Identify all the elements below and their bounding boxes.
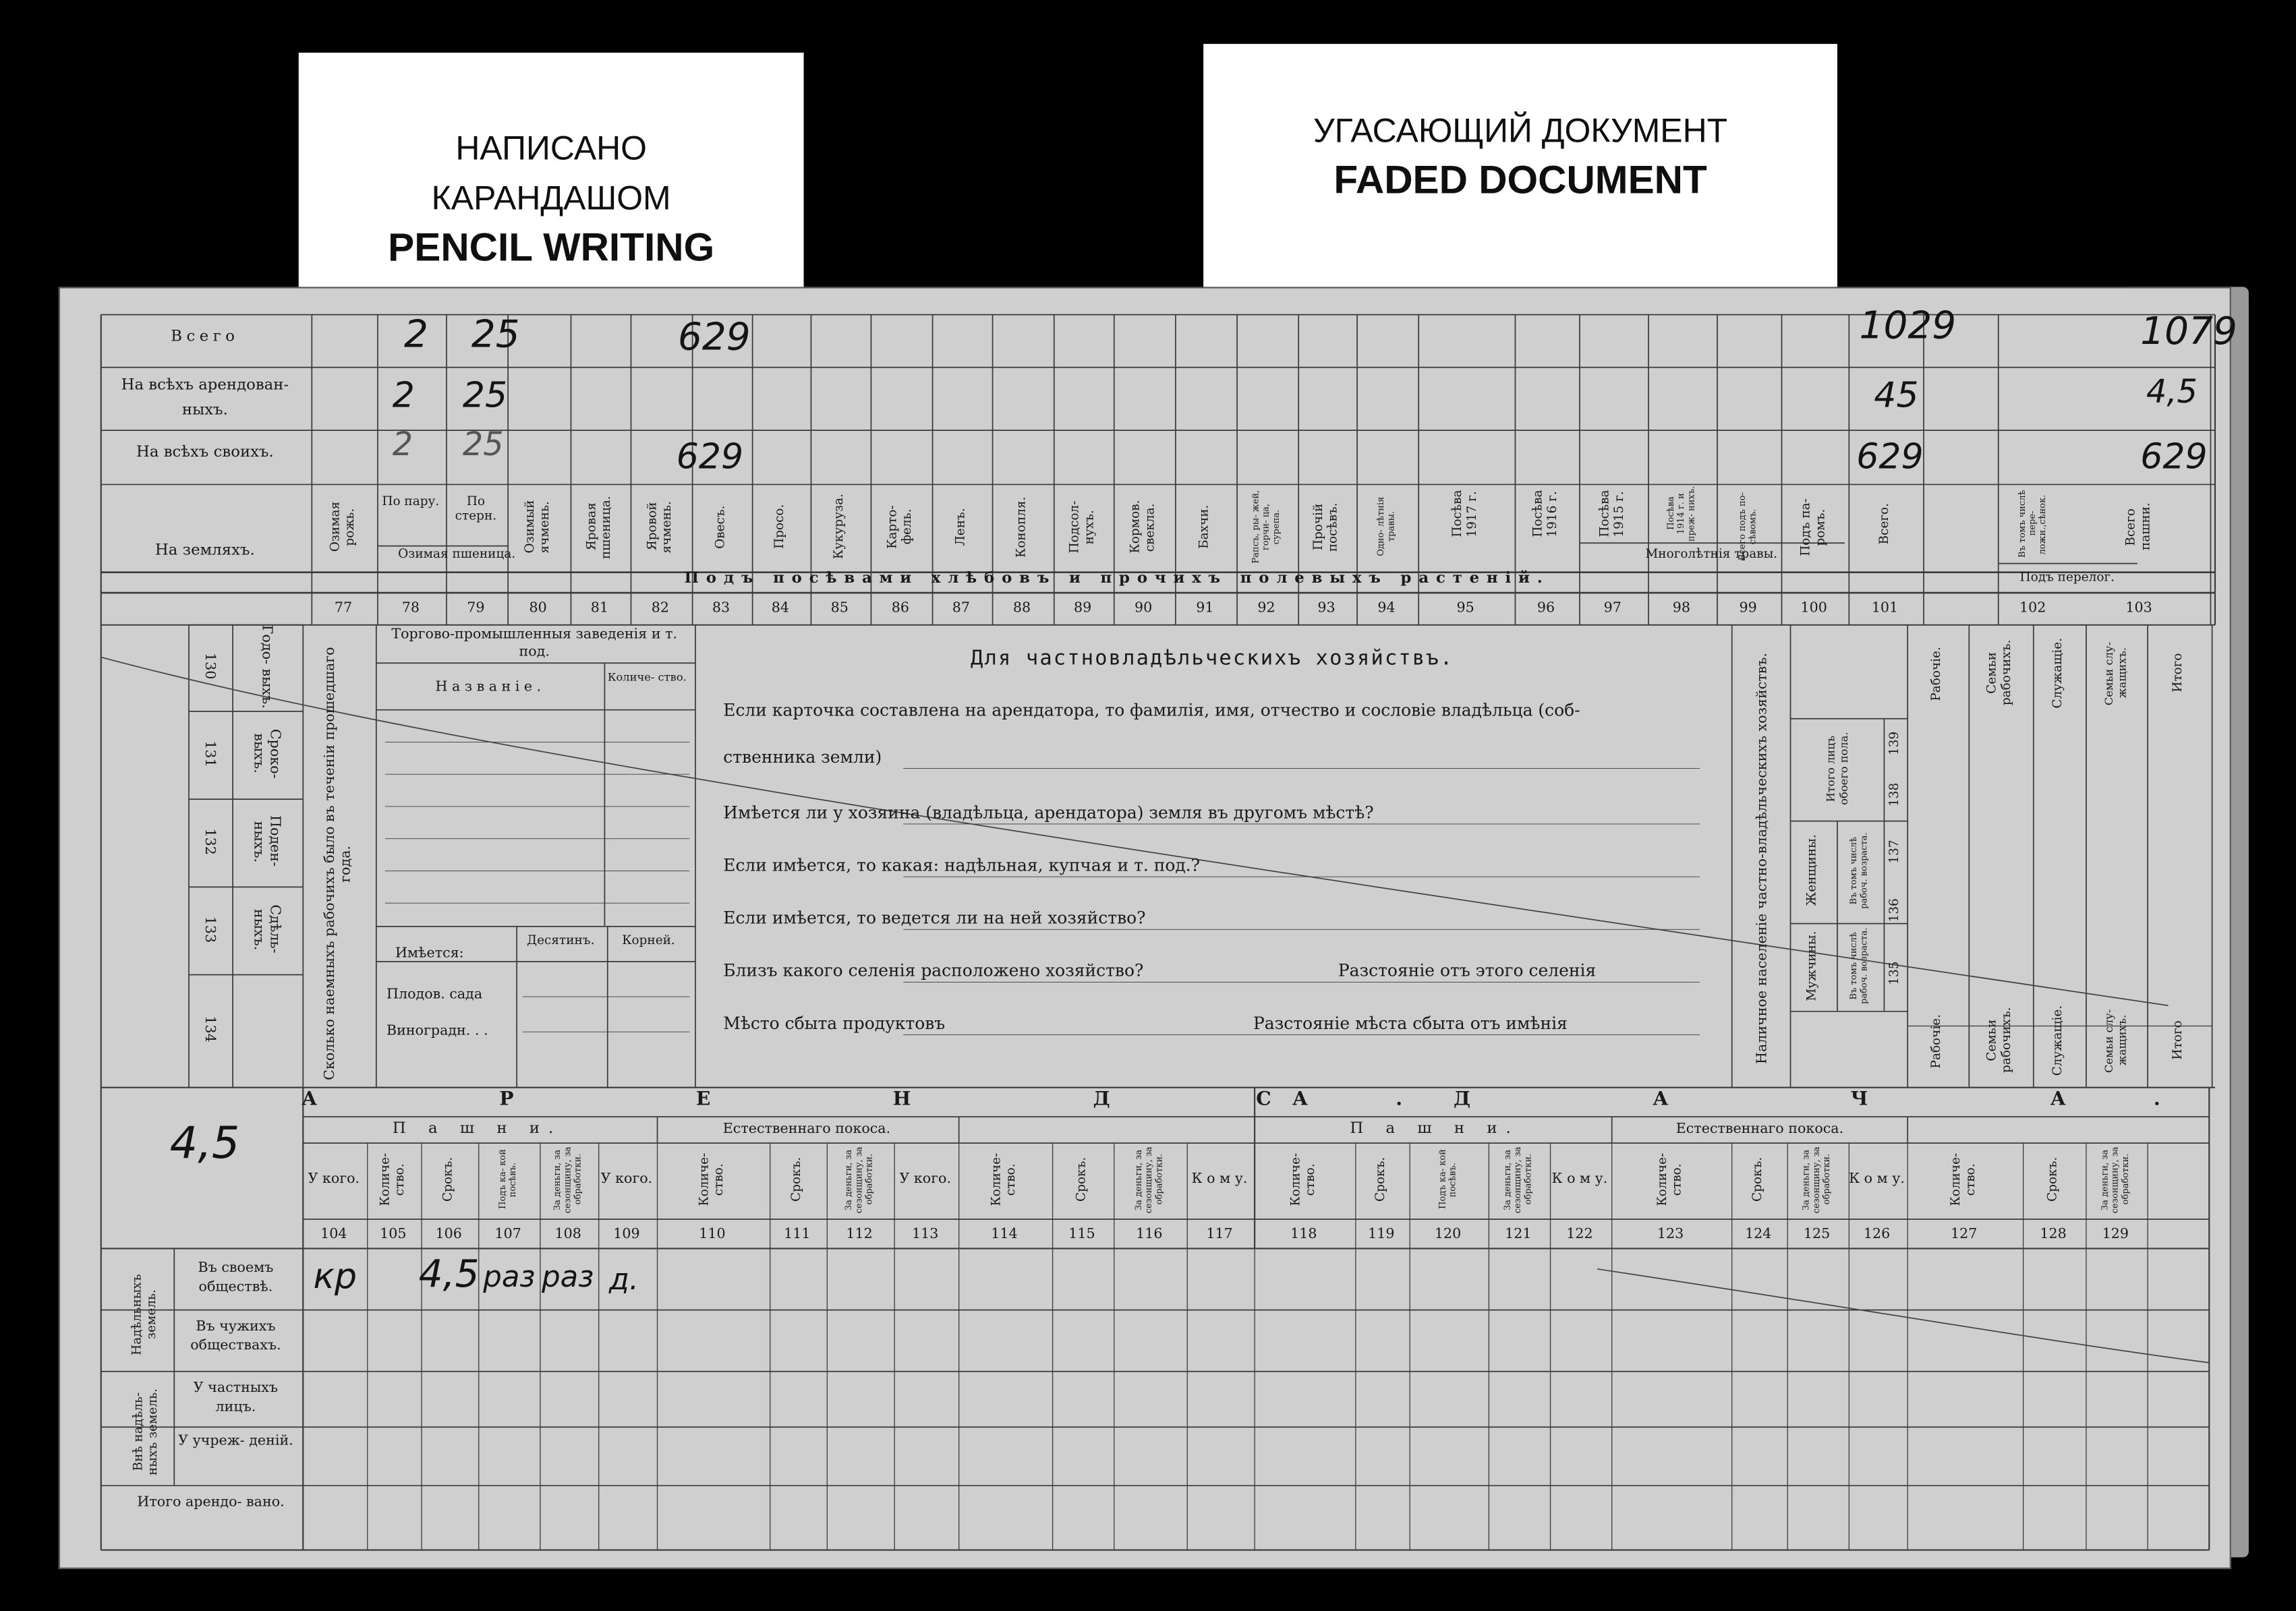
lease-col-header: Количе- ство.: [378, 1153, 408, 1206]
sdacha-pokos: Естественнаго покоса.: [1675, 1121, 1844, 1138]
lease-column-number: 115: [1068, 1226, 1095, 1243]
crop-header: Кукуруза.: [832, 494, 847, 560]
lease-column-number: 106: [435, 1226, 462, 1243]
lease-column-number: 119: [1368, 1226, 1395, 1243]
right-col-header-top: Итого: [2171, 653, 2186, 693]
crop-column-number: 100: [1800, 599, 1827, 616]
lease-col-header: Количе- ство.: [1655, 1153, 1686, 1206]
group-ozim: Озимая пшеница.: [398, 547, 516, 562]
lease-column-number: 127: [1951, 1226, 1978, 1243]
crop-header: Посѣва 1916 г.: [1531, 490, 1561, 537]
hw-svoi-99: 629: [1856, 436, 1924, 477]
hw-row1-106: раз: [483, 1258, 536, 1294]
hired-row-number: 132: [201, 828, 218, 855]
group-mnog: Многолѣтнія травы.: [1645, 547, 1778, 562]
hw-arend-103: 4,5: [2146, 374, 2198, 411]
crop-column-number: 98: [1672, 599, 1690, 616]
lease-column-number: 122: [1566, 1226, 1593, 1243]
row-label-vsego: Всего: [171, 328, 239, 346]
hw-lease-corner: 4,5: [169, 1118, 240, 1170]
pop-number: 137: [1887, 840, 1903, 864]
question-2: Имѣется ли у хозяина (владѣльца, арендатора) земля въ другомъ мѣстѣ?: [723, 802, 1374, 823]
lease-col-header: Срокъ.: [1750, 1157, 1766, 1202]
question-6b: Разстояніе мѣста сбыта отъ имѣнія: [1253, 1012, 1568, 1034]
pop-men-working: Въ томъ числѣ рабоч. возраста.: [1849, 927, 1870, 1005]
crop-header: Подсол- нухъ.: [1068, 500, 1097, 554]
hired-row-number: 134: [201, 1016, 218, 1043]
crop-header: Посѣва 1917 г.: [1450, 490, 1481, 537]
gardens-desyatin: Десятинъ.: [527, 933, 595, 949]
right-col-header-bottom: Итого: [2171, 1021, 2186, 1061]
lease-col-header: К о м у.: [1191, 1171, 1248, 1188]
pop-number: 139: [1887, 732, 1903, 756]
crop-header: Карто- фель.: [886, 505, 915, 549]
right-col-header-bottom: Рабочіе.: [1929, 1013, 1945, 1068]
crop-column-number: 84: [771, 599, 790, 616]
label-line: КАРАНДАШОМ: [431, 178, 671, 217]
lease-col-header: У кого.: [899, 1171, 952, 1188]
lease-col-header: К о м у.: [1849, 1171, 1905, 1188]
lease-col-header: Срокъ.: [1074, 1157, 1089, 1202]
crop-column-number: 99: [1739, 599, 1757, 616]
right-col-header-top: Рабочіе.: [1929, 646, 1945, 701]
crop-header: Ленъ.: [954, 508, 969, 546]
hired-row-number: 130: [201, 653, 218, 680]
right-col-header-top: Семьи слу- жащихъ.: [2102, 641, 2129, 705]
label-line: PENCIL WRITING: [388, 225, 715, 270]
lease-col-header: К о м у.: [1551, 1171, 1608, 1188]
faded-document-label: [1203, 44, 1837, 301]
crop-column-number: 91: [1196, 599, 1214, 616]
hw-vsego-79: 25: [471, 313, 520, 357]
crop-header: Бахчи.: [1197, 504, 1213, 550]
lease-col-header: Срокъ.: [441, 1157, 457, 1202]
lease-col-header: За деньги, за сезонщину, за обработки.: [1134, 1146, 1165, 1213]
lease-col-header: Срокъ.: [789, 1157, 805, 1202]
crop-column-number: 77: [334, 599, 353, 616]
gardens-has-label: Имѣется:: [395, 945, 464, 962]
crop-column-number: 97: [1603, 599, 1621, 616]
label-line: НАПИСАНО: [455, 129, 648, 167]
pop-women-label: Женщины.: [1805, 835, 1820, 907]
lease-column-number: 104: [320, 1226, 347, 1243]
crop-header: Просо.: [773, 504, 788, 550]
pop-men-label: Мужчины.: [1805, 931, 1820, 1001]
lease-col-header: Подъ ка- кой посѣвъ.: [497, 1150, 519, 1210]
lease-column-number: 107: [494, 1226, 521, 1243]
lease-column-number: 105: [380, 1226, 407, 1243]
lease-col-header: Срокъ.: [2046, 1157, 2061, 1202]
question-1b: ственника земли): [723, 746, 882, 767]
question-5b: Разстояніе отъ этого селенія: [1338, 960, 1597, 981]
crop-header: Яровой ячмень.: [645, 500, 675, 554]
crop-header: Всего подъ по- сѣвомъ.: [1738, 492, 1758, 562]
lease-col-header: Количе- ство.: [697, 1153, 727, 1206]
group-perelog: Подъ перелог.: [2019, 570, 2115, 586]
lease-column-number: 111: [784, 1226, 811, 1243]
crop-column-number: 85: [830, 599, 849, 616]
crop-header: Подъ па- ромъ.: [1799, 498, 1829, 556]
sdacha-pashni: П а ш н и.: [1350, 1119, 1520, 1138]
lease-column-number: 118: [1290, 1226, 1317, 1243]
lease-col-header: За деньги, за сезонщину, за обработки.: [844, 1146, 875, 1213]
row-label-arend-1: На всѣхъ арендован-: [121, 376, 289, 394]
lease-column-number: 112: [846, 1226, 873, 1243]
crop-column-number: 92: [1257, 599, 1275, 616]
pop-number: 136: [1887, 898, 1903, 922]
hw-svoi-79: 25: [462, 427, 504, 465]
hw-svoi-103: 629: [2140, 436, 2208, 477]
crop-column-number: 102: [2019, 599, 2046, 616]
lease-column-number: 110: [699, 1226, 726, 1243]
crop-column-number: 101: [1871, 599, 1899, 616]
lease-column-number: 113: [912, 1226, 939, 1243]
hw-arend-79: 25: [462, 374, 508, 416]
hw-arend-78: 2: [392, 374, 415, 416]
hw-row1-107: раз: [542, 1258, 594, 1294]
crop-header: Озимая рожь.: [328, 502, 358, 552]
lease-column-number: 116: [1136, 1226, 1163, 1243]
lease-col-header: У кого.: [600, 1171, 653, 1188]
crop-column-number: 80: [529, 599, 547, 616]
crop-header: Рапсъ, ры- жей, горчи- ца, сурепа.: [1251, 490, 1282, 564]
lease-column-number: 120: [1434, 1226, 1462, 1243]
right-col-header-bottom: Служащіе.: [2050, 1005, 2066, 1076]
crop-header: Одно- лѣтнія травы.: [1376, 497, 1397, 557]
gardens-vinograd: Виноградн. . .: [386, 1023, 488, 1040]
label-line: УГАСАЮЩИЙ ДОКУМЕНТ: [1313, 111, 1728, 150]
hired-row-label: Сдѣль- ныхъ.: [250, 905, 283, 954]
crop-header: Конопля.: [1014, 496, 1029, 558]
crop-header: По пару.: [382, 494, 440, 510]
arenda-pokos: Естественнаго покоса.: [722, 1121, 891, 1138]
pop-women-working: Въ томъ числѣ рабоч. возраста.: [1849, 832, 1870, 910]
lease-column-number: 125: [1803, 1226, 1831, 1243]
crop-column-number: 95: [1456, 599, 1474, 616]
hired-row-label: Годо- выхъ.: [258, 624, 275, 709]
crop-column-number: 88: [1012, 599, 1031, 616]
hw-svoi-82: 629: [676, 436, 744, 477]
arenda-pashni: П а ш н и.: [392, 1119, 563, 1138]
question-4: Если имѣется, то ведется ли на ней хозяйство?: [723, 907, 1146, 929]
lease-column-number: 114: [991, 1226, 1018, 1243]
lease-column-number: 123: [1657, 1226, 1684, 1243]
pop-number: 138: [1887, 782, 1903, 807]
row-label-na-zemlyah: На земляхъ.: [154, 541, 255, 560]
lease-row-3: У частныхъ лицъ.: [193, 1380, 279, 1415]
pencil-writing-label: [299, 53, 804, 301]
lease-column-number: 121: [1505, 1226, 1532, 1243]
lease-col-header: За деньги, за сезонщину, за обработки.: [2100, 1146, 2131, 1213]
crop-header: Яровая пшеница.: [585, 495, 614, 559]
hired-row-label: Поден- ныхъ.: [250, 816, 283, 868]
lease-column-number: 129: [2102, 1226, 2129, 1243]
crop-column-number: 103: [2125, 599, 2152, 616]
trade-qty-header: Количе- ство.: [607, 670, 687, 684]
question-6a: Мѣсто сбыта продуктовъ: [723, 1012, 946, 1034]
lease-column-number: 108: [554, 1226, 581, 1243]
lease-column-number: 124: [1745, 1226, 1772, 1243]
private-household-title: Для частновладѣльческихъ хозяйствъ.: [971, 647, 1454, 671]
lease-col-header: У кого.: [308, 1171, 360, 1188]
crops-banner: Подъ посѣвами хлѣбовъ и прочихъ полевыхъ растеній.: [684, 569, 1550, 587]
right-col-header-top: Служащіе.: [2050, 638, 2066, 709]
lease-row-2: Въ чужихъ обществахъ.: [190, 1318, 281, 1354]
label-line: FADED DOCUMENT: [1333, 158, 1707, 202]
crop-header: Прочій посѣвъ.: [1311, 502, 1342, 552]
vne-group-label: Внѣ надѣль- ныхъ земель.: [132, 1388, 161, 1475]
lease-row-4: У учреж- деній.: [178, 1432, 293, 1449]
crop-column-number: 94: [1377, 599, 1396, 616]
lease-column-number: 128: [2040, 1226, 2067, 1243]
lease-col-header: Количе- ство.: [1949, 1153, 1979, 1206]
hw-row1-105: 4,5: [418, 1252, 480, 1297]
row-label-svoi: На всѣхъ своихъ.: [136, 443, 274, 461]
gardens-sad: Плодов. сада: [386, 986, 483, 1003]
crop-header: По стерн.: [455, 494, 497, 525]
nadel-group-label: Надѣльныхъ земель.: [130, 1273, 160, 1355]
lease-column-number: 126: [1863, 1226, 1891, 1243]
hired-vertical-title: Сколько наемныхъ рабочихъ было въ теченіи прошедшаго года.: [322, 647, 355, 1080]
lease-col-header: За деньги, за сезонщину, за обработки.: [552, 1146, 583, 1213]
crop-header: Всего пашни.: [2124, 502, 2154, 551]
lease-col-header: Срокъ.: [1374, 1157, 1389, 1202]
hw-vsego-82: 629: [677, 316, 751, 360]
right-col-header-top: Семьи рабочихъ.: [1985, 640, 2015, 707]
crop-header: Въ томъ числѣ пере- ложи.,сѣнок.: [2017, 490, 2048, 558]
hw-vsego-103: 1079: [2140, 310, 2237, 355]
crop-header: Посѣва 1915 г.: [1598, 490, 1628, 537]
question-1a: Если карточка составлена на арендатора, то фамилія, имя, отчество и сословіе владѣльца (соб-: [723, 699, 1580, 720]
crop-column-number: 86: [891, 599, 909, 616]
trade-name-header: Названіе.: [435, 679, 546, 695]
crop-column-number: 93: [1317, 599, 1336, 616]
crop-column-number: 81: [590, 599, 608, 616]
crop-header: Всего.: [1877, 503, 1893, 545]
lease-col-header: За деньги, за сезонщину, за обработки.: [1503, 1146, 1534, 1213]
trade-header: Торгово-промышленныя заведенія и т. под.: [391, 626, 678, 660]
hired-row-label: Сроко- выхъ.: [250, 728, 283, 779]
lease-row-5: Итого арендо- вано.: [137, 1494, 285, 1511]
pop-number: 135: [1887, 961, 1903, 986]
arenda-title: А Р Е Н Д А.: [302, 1088, 1491, 1111]
crop-column-number: 89: [1073, 599, 1092, 616]
hired-row-number: 131: [201, 740, 218, 767]
lease-col-header: За деньги, за сезонщину, за обработки.: [1801, 1146, 1833, 1213]
lease-col-header: Подъ ка- кой посѣвъ.: [1437, 1150, 1458, 1210]
hw-svoi-78: 2: [392, 427, 413, 465]
lease-row-1: Въ своемъ обществѣ.: [198, 1260, 274, 1295]
crop-column-number: 83: [712, 599, 730, 616]
pop-total-label: Итого лицъ обоего пола.: [1824, 732, 1851, 805]
hw-vsego-99: 1029: [1859, 304, 1957, 349]
crop-column-number: 82: [651, 599, 670, 616]
hired-row-number: 133: [201, 916, 218, 943]
population-vertical-title: Наличное населеніе частно-владѣльческихъ хозяйствъ.: [1754, 653, 1771, 1065]
crop-column-number: 96: [1537, 599, 1555, 616]
crop-header: Посѣва 1914 г. и преж- нихъ.: [1666, 486, 1697, 542]
row-label-arend-2: ныхъ.: [181, 401, 228, 419]
question-5a: Близъ какого селенія расположено хозяйство?: [723, 960, 1144, 981]
hw-row1-108: д.: [608, 1261, 639, 1297]
crop-header: Кормов. свекла.: [1128, 500, 1158, 554]
crop-column-number: 87: [952, 599, 971, 616]
crop-column-number: 90: [1135, 599, 1153, 616]
lease-col-header: Количе- ство.: [1289, 1153, 1319, 1206]
hw-row1-104: кр: [313, 1256, 357, 1297]
sdacha-title: С Д А Ч А.: [1256, 1088, 2249, 1111]
right-col-header-bottom: Семьи слу- жащихъ.: [2102, 1009, 2129, 1073]
question-3: Если имѣется, то какая: надѣльная, купчая и т. под.?: [723, 854, 1201, 875]
crop-header: Овесъ.: [714, 505, 728, 549]
lease-column-number: 117: [1206, 1226, 1233, 1243]
gardens-korney: Корней.: [622, 933, 675, 949]
crop-header: Озимый ячмень.: [523, 500, 553, 554]
hw-arend-99: 45: [1874, 374, 1919, 416]
right-col-header-bottom: Семьи рабочихъ.: [1985, 1007, 2015, 1074]
lease-col-header: Количе- ство.: [989, 1153, 1019, 1206]
crop-column-number: 78: [401, 599, 420, 616]
hw-vsego-78: 2: [404, 313, 428, 357]
crop-column-number: 79: [467, 599, 485, 616]
lease-column-number: 109: [613, 1226, 640, 1243]
